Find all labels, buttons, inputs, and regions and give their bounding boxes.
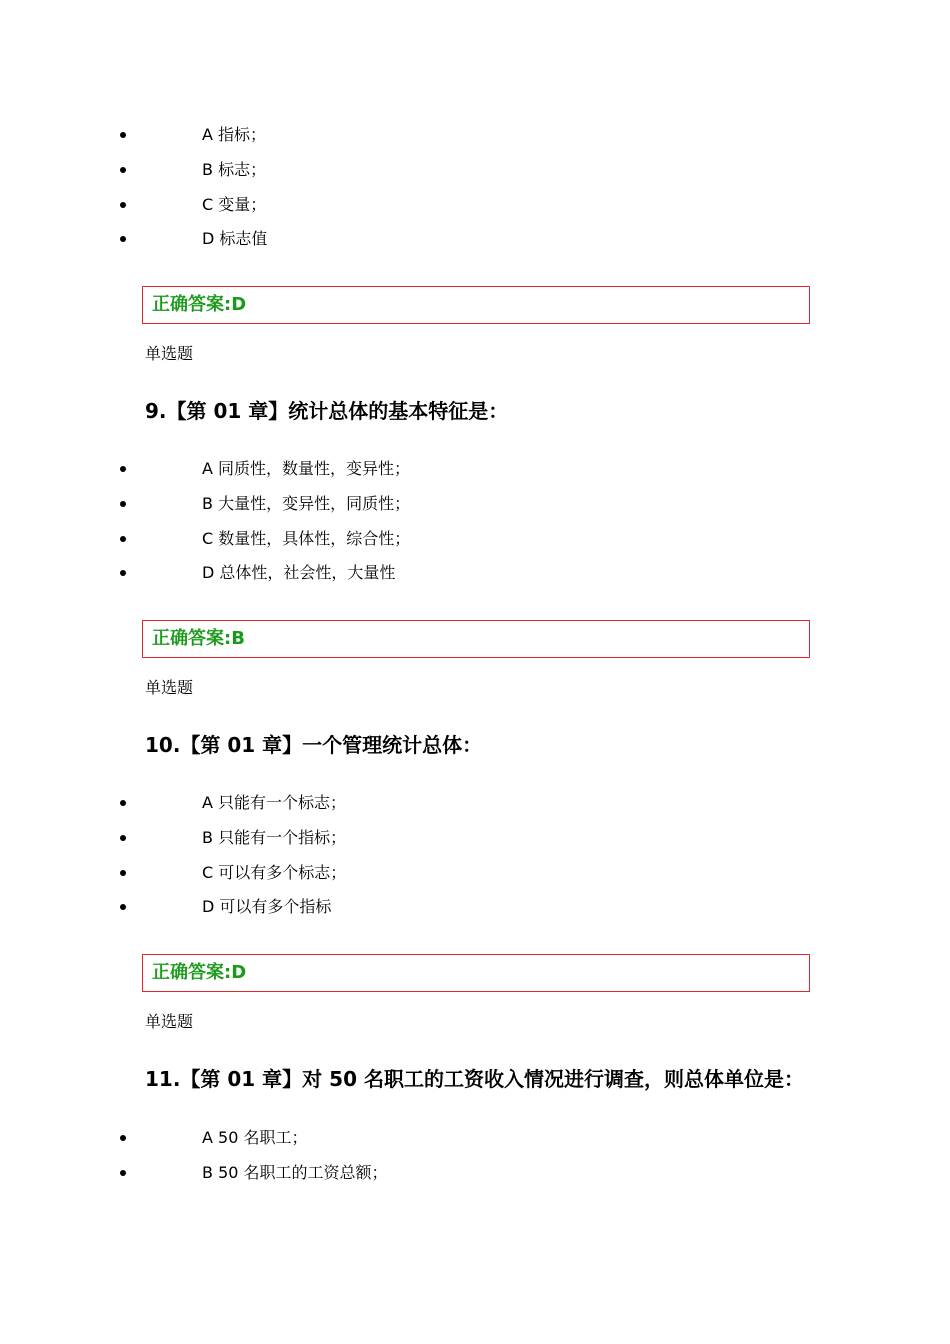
option-item[interactable] <box>0 488 950 522</box>
option-item[interactable] <box>0 822 950 856</box>
question-type-label: 单选题 <box>145 678 194 697</box>
option-text: A 同质性，数量性，变异性； <box>202 459 411 478</box>
question-title: 11.【第 01 章】对 50 名职工的工资收入情况进行调查，则总体单位是： <box>145 1067 804 1091</box>
correct-answer-text: 正确答案:D <box>152 962 247 983</box>
option-item[interactable] <box>0 1157 950 1191</box>
bullet-icon <box>120 501 126 507</box>
question-type-label: 单选题 <box>145 344 194 363</box>
correct-answer-box <box>142 954 810 992</box>
option-item[interactable] <box>0 453 950 487</box>
bullet-icon <box>120 570 126 576</box>
bullet-icon <box>120 466 126 472</box>
question-title: 10.【第 01 章】一个管理统计总体： <box>145 733 483 757</box>
option-item[interactable] <box>0 857 950 891</box>
bullet-icon <box>120 904 126 910</box>
option-text: C 可以有多个标志； <box>202 863 347 882</box>
option-text: A 50 名职工； <box>202 1128 308 1147</box>
option-item[interactable] <box>0 787 950 821</box>
bullet-icon <box>120 1170 126 1176</box>
bullet-icon <box>120 870 126 876</box>
bullet-icon <box>120 202 126 208</box>
correct-answer-box <box>142 286 810 324</box>
option-text: B 只能有一个指标； <box>202 828 347 847</box>
bullet-icon <box>120 236 126 242</box>
question-title: 9.【第 01 章】统计总体的基本特征是： <box>145 399 509 423</box>
bullet-icon <box>120 536 126 542</box>
question-type-label: 单选题 <box>145 1012 194 1031</box>
option-text: C 数量性，具体性，综合性； <box>202 529 411 548</box>
option-text: B 50 名职工的工资总额； <box>202 1163 388 1182</box>
option-item[interactable] <box>0 119 950 153</box>
option-item[interactable] <box>0 557 950 591</box>
option-text: C 变量； <box>202 195 267 214</box>
option-text: B 大量性，变异性，同质性； <box>202 494 411 513</box>
option-text: D 总体性，社会性，大量性 <box>202 563 396 582</box>
bullet-icon <box>120 835 126 841</box>
option-text: B 标志； <box>202 160 267 179</box>
option-item[interactable] <box>0 189 950 223</box>
correct-answer-text: 正确答案:B <box>152 628 245 649</box>
option-text: A 只能有一个标志； <box>202 793 347 812</box>
option-item[interactable] <box>0 223 950 257</box>
bullet-icon <box>120 800 126 806</box>
option-item[interactable] <box>0 891 950 925</box>
option-item[interactable] <box>0 1122 950 1156</box>
correct-answer-box <box>142 620 810 658</box>
bullet-icon <box>120 1135 126 1141</box>
option-item[interactable] <box>0 154 950 188</box>
option-text: D 标志值 <box>202 229 268 248</box>
bullet-icon <box>120 132 126 138</box>
correct-answer-text: 正确答案:D <box>152 294 247 315</box>
option-item[interactable] <box>0 523 950 557</box>
option-text: A 指标； <box>202 125 267 144</box>
option-text: D 可以有多个指标 <box>202 897 332 916</box>
bullet-icon <box>120 167 126 173</box>
